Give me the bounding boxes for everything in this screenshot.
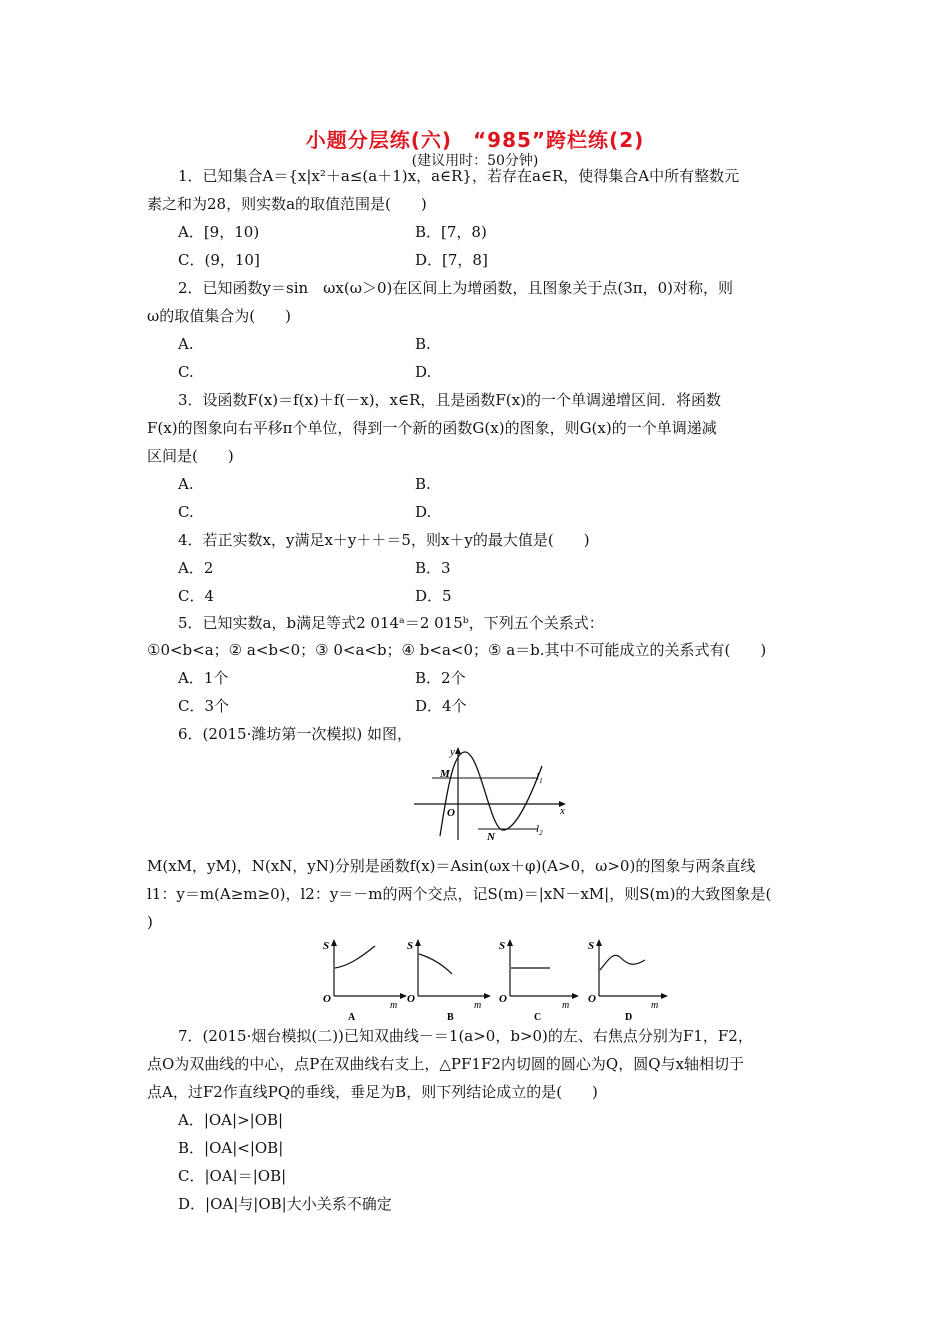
q2-line2: ω的取值集合为( ) (147, 307, 291, 325)
sine-figure (410, 744, 570, 842)
q6-line4: ) (147, 913, 153, 931)
q3-line2: F(x)的图象向右平移π个单位，得到一个新的函数G(x)的图象，则G(x)的一个单调递减 (147, 419, 717, 437)
q7-option-b[interactable]: B．|OA|<|OB| (178, 1139, 284, 1157)
q3-line3: 区间是( ) (147, 447, 234, 465)
graph-c-S: S (499, 940, 506, 952)
graph-d-label: D (625, 1012, 633, 1022)
q7-line1: 7．(2015·烟台模拟(二))已知双曲线－＝1(a>0，b>0)的左、右焦点分别为F1，F2， (178, 1027, 753, 1045)
graph-a-O: O (323, 993, 331, 1005)
q6-line1: 6．(2015·潍坊第一次模拟) 如图， (178, 725, 412, 743)
q3-option-c[interactable]: C. (178, 503, 194, 521)
graph-d-O: O (588, 993, 596, 1005)
q6-line3: l1：y＝m(A≥m≥0)，l2：y＝－m的两个交点，记S(m)＝|xN－xM|，则S(m)的大致图象是( (147, 885, 772, 903)
q5-option-b[interactable]: B．2个 (415, 669, 466, 687)
q4-option-c[interactable]: C．4 (178, 587, 215, 605)
fig-M-label: M (440, 768, 450, 780)
q5-line2: ①0<b<a；② a<b<0；③ 0<a<b；④ b<a<0；⑤ a＝b.其中不可能成立的关系式有( ) (147, 641, 767, 659)
q5-option-a[interactable]: A．1个 (178, 669, 229, 687)
q6-option-c-graph[interactable] (494, 936, 584, 1022)
q1-option-d[interactable]: D．[7，8] (415, 251, 488, 269)
graph-a-m: m (390, 1000, 398, 1011)
fig-y-label: y (450, 746, 455, 758)
graph-b-label: B (447, 1012, 454, 1022)
q7-option-d[interactable]: D．|OA|与|OB|大小关系不确定 (178, 1195, 392, 1213)
graph-a-S: S (323, 940, 330, 952)
q2-option-d[interactable]: D. (415, 363, 432, 381)
q4-option-b[interactable]: B．3 (415, 559, 451, 577)
q3-line1: 3．设函数F(x)＝f(x)＋f(－x)，x∈R，且是函数F(x)的一个单调递增区间．将函数 (178, 391, 721, 409)
q6-option-b-graph[interactable] (402, 936, 492, 1022)
q6-line2: M(xM，yM)，N(xN，yN)分别是函数f(x)＝Asin(ωx＋φ)(A>0，ω>0)的图象与两条直线 (147, 857, 756, 875)
q5-option-d[interactable]: D．4个 (415, 697, 467, 715)
q7-line2: 点O为双曲线的中心，点P在双曲线右支上，△PF1F2内切圆的圆心为Q，圆Q与x轴相切于 (147, 1055, 744, 1073)
q4-line1: 4．若正实数x，y满足x＋y＋＋＝5，则x＋y的最大值是( ) (178, 531, 590, 549)
q1-option-a[interactable]: A．[9，10) (178, 223, 260, 241)
q4-option-a[interactable]: A．2 (178, 559, 214, 577)
q2-line1: 2．已知函数y＝sin ωx(ω＞0)在区间上为增函数，且图象关于点(3π，0)对称，则 (178, 279, 733, 297)
graph-c-label: C (534, 1012, 542, 1022)
graph-c-O: O (499, 993, 507, 1005)
page-title: 小题分层练(六) “985”跨栏练(2) (305, 128, 645, 152)
fig-x-label: x (560, 805, 565, 817)
q6-option-d-graph[interactable] (583, 936, 673, 1022)
fig-O-label: O (447, 807, 455, 819)
q3-option-d[interactable]: D. (415, 503, 432, 521)
q3-option-b[interactable]: B. (415, 475, 431, 493)
graph-b-O: O (407, 993, 415, 1005)
q1-line2: 素之和为28，则实数a的取值范围是( ) (147, 195, 427, 213)
graph-b-m: m (474, 1000, 482, 1011)
graph-a-label: A (348, 1012, 356, 1022)
fig-l2-label: $l_2$ (536, 823, 543, 837)
fig-N-label: N (487, 831, 495, 842)
q7-option-c[interactable]: C．|OA|＝|OB| (178, 1167, 287, 1185)
q5-line1: 5．已知实数a，b满足等式2 014ᵃ＝2 015ᵇ，下列五个关系式： (178, 614, 604, 632)
q1-option-c[interactable]: C．(9，10] (178, 251, 260, 269)
graph-d-S: S (588, 940, 595, 952)
q3-option-a[interactable]: A. (178, 475, 194, 493)
q2-option-a[interactable]: A. (178, 335, 194, 353)
graph-d-m: m (651, 1000, 659, 1011)
q1-option-b[interactable]: B．[7，8) (415, 223, 487, 241)
q1-line1: 1．已知集合A＝{x|x²＋a≤(a＋1)x，a∈R}，若存在a∈R，使得集合A中所有整数元 (178, 167, 740, 185)
q2-option-c[interactable]: C. (178, 363, 194, 381)
q7-line3: 点A，过F2作直线PQ的垂线，垂足为B，则下列结论成立的是( ) (147, 1083, 598, 1101)
q6-option-a-graph[interactable] (318, 936, 408, 1022)
graph-b-S: S (407, 940, 414, 952)
fig-l1-label: $l_1$ (536, 771, 543, 785)
graph-c-m: m (562, 1000, 570, 1011)
q2-option-b[interactable]: B. (415, 335, 431, 353)
q7-option-a[interactable]: A．|OA|>|OB| (178, 1111, 284, 1129)
time-hint: (建议用时：50分钟) (411, 153, 539, 169)
q5-option-c[interactable]: C．3个 (178, 697, 230, 715)
q4-option-d[interactable]: D．5 (415, 587, 452, 605)
